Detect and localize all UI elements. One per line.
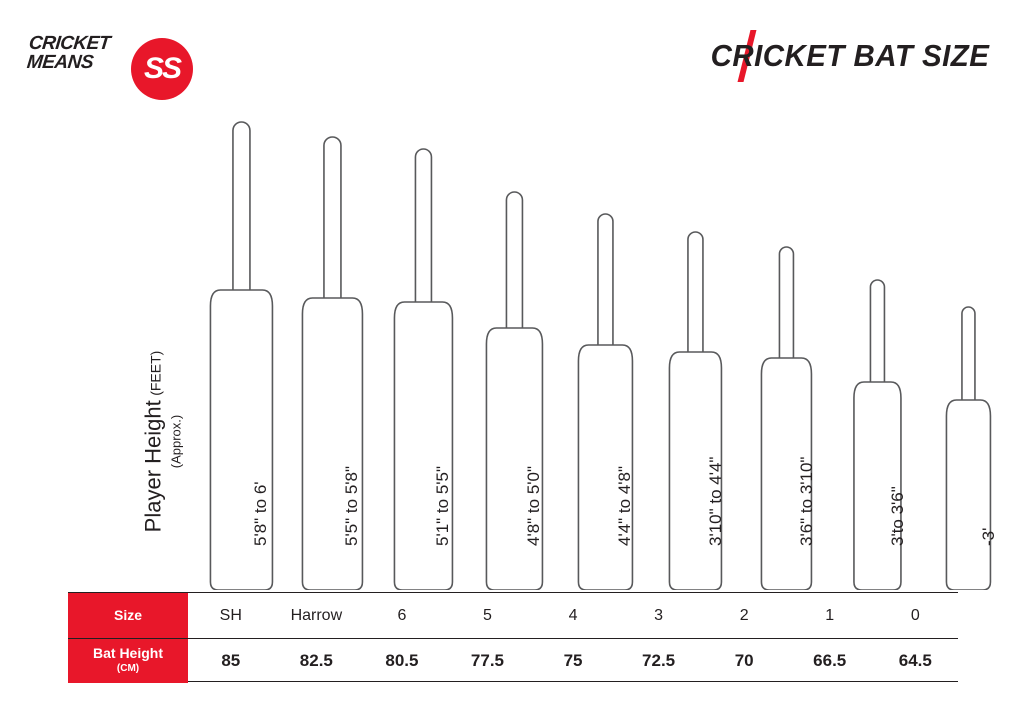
- bat-shape-3: [650, 230, 741, 590]
- player-height-label: 3'10" to 4'4": [705, 456, 725, 546]
- player-height-label: 4'8" to 5'0": [524, 465, 544, 546]
- size-cell: 4: [568, 606, 578, 624]
- y-axis-note-text: (Approx.): [168, 414, 184, 469]
- size-cell: 0: [910, 606, 920, 624]
- table-row-bat-height: [68, 638, 958, 683]
- bat-height-cell: 66.5: [813, 651, 847, 670]
- bat-shape-2: [741, 245, 832, 590]
- size-cell: SH: [219, 606, 242, 624]
- y-axis-unit-text: (FEET): [147, 350, 164, 396]
- bat-column-3: [650, 230, 741, 590]
- bat-height-cell: 72.5: [642, 651, 676, 670]
- row-header-size: [68, 593, 188, 638]
- bat-column-sh: [196, 120, 287, 590]
- bat-column-4: [560, 212, 651, 590]
- bat-column-0: [923, 305, 1014, 590]
- bat-shape-5: [469, 190, 560, 590]
- bat-height-cell: 77.5: [470, 651, 505, 670]
- bat-shape-harrow: [287, 135, 378, 590]
- row-header-size-label: Size: [113, 607, 142, 623]
- size-cells: [188, 593, 958, 638]
- y-axis-main-text: Player Height: [140, 400, 166, 533]
- bat-column-6: [378, 147, 469, 590]
- size-cell: 2: [739, 606, 749, 624]
- bat-height-cell: 82.5: [299, 651, 333, 670]
- logo-line-2: MEANS: [25, 52, 95, 73]
- size-cell: Harrow: [290, 606, 343, 624]
- bat-shape-0: [923, 305, 1014, 590]
- bat-shape-6: [378, 147, 469, 590]
- player-height-label: 5'1" to 5'5": [433, 465, 453, 546]
- logo-badge-text: SS: [143, 52, 181, 85]
- player-height-label: 3'to 3'6": [887, 486, 907, 546]
- player-height-label: 5'8" to 6': [251, 481, 271, 546]
- bat-column-2: [741, 245, 832, 590]
- size-cell: 5: [483, 606, 492, 624]
- player-height-label: 4'4" to 4'8": [614, 465, 634, 546]
- table-row-size: [68, 593, 958, 638]
- size-cell: 1: [825, 606, 835, 624]
- bat-column-5: [469, 190, 560, 590]
- page-title: CRICKET BAT SIZE: [710, 38, 989, 73]
- brand-logo: [25, 26, 208, 98]
- size-cell: 3: [654, 606, 664, 624]
- bat-column-1: [832, 278, 923, 590]
- player-height-label: 3'6" to 3'10": [796, 456, 816, 546]
- bat-silhouette-group: [196, 110, 1014, 590]
- bat-height-cell: 70: [734, 651, 754, 670]
- size-table: [68, 592, 958, 682]
- bat-column-harrow: [287, 135, 378, 590]
- bat-height-cell: 64.5: [898, 651, 932, 670]
- row-header-bat-height-label: Bat Height: [93, 645, 163, 661]
- y-axis-label: [120, 300, 184, 620]
- bat-height-cell: 75: [563, 651, 583, 670]
- bat-shape-1: [832, 278, 923, 590]
- bat-height-cell: 80.5: [385, 651, 419, 670]
- player-height-label: -3': [978, 527, 998, 546]
- size-cell: 6: [397, 606, 407, 624]
- logo-wordmark: [26, 34, 111, 72]
- player-height-label: 5'5" to 5'8": [342, 465, 362, 546]
- bat-height-cells: [188, 639, 958, 683]
- bat-shape-4: [560, 212, 651, 590]
- row-header-bat-height: [68, 639, 188, 683]
- row-header-bat-height-unit: (CM): [116, 663, 140, 674]
- logo-line-1: CRICKET: [27, 33, 112, 54]
- bat-height-cell: 85: [221, 651, 241, 670]
- logo-badge-circle: [131, 38, 193, 100]
- bat-shape-sh: [196, 120, 287, 590]
